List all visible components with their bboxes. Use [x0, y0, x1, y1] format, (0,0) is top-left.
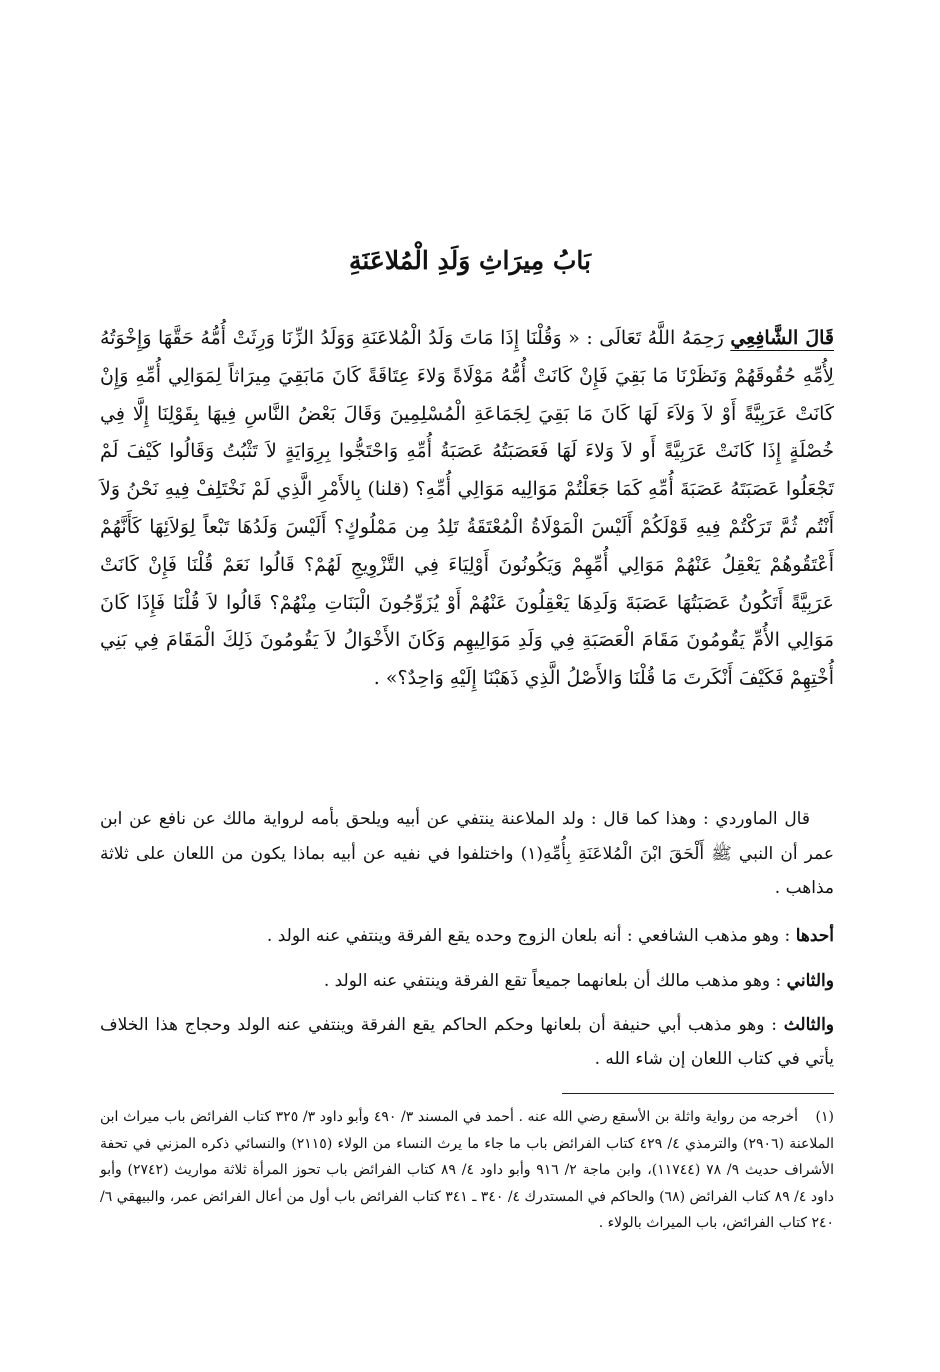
- second-opinion-text: : وهو مذهب مالك أن بلعانهما جميعاً تقع الفرقة وينتفي عنه الولد .: [323, 971, 787, 991]
- commentary-intro: [100, 802, 834, 906]
- footnote-marker: (١): [815, 1109, 835, 1125]
- third-opinion-label: والثالث: [783, 1015, 834, 1035]
- third-opinion: [100, 1008, 834, 1076]
- first-opinion-text: : وهو مذهب الشافعي : أنه بلعان الزوج وحده يقع الفرقة وينتفي عنه الولد .: [266, 926, 796, 946]
- footnote: [100, 1104, 834, 1237]
- first-opinion-label: أحدها: [795, 926, 834, 946]
- quote-speaker: قَالَ الشَّافِعِي: [730, 327, 834, 349]
- shafii-quote: [100, 320, 834, 698]
- footnote-divider: [562, 1093, 834, 1094]
- third-opinion-text: : وهو مذهب أبي حنيفة أن بلعانها وحكم الحاكم يقع الفرقة وينتفي عنه الولد وحجاج هذا الخلاف يأتي في كتاب اللعان إن شاء الله .: [100, 1015, 834, 1069]
- second-opinion: [100, 963, 834, 999]
- footnote-text: أخرجه من رواية واثلة بن الأسقع رضي الله عنه . أحمد في المسند ٣/ ٤٩٠ وأبو داود ٣/ ٣٢٥ كتاب الفرائض باب ميراث ابن الملاعنة (٢٩٠٦) والترمذي ٤/ ٤٢٩ كتاب الفرائض باب ما جاء ما يرث النساء من الولاء (٢١١٥) والنسائي ذكره المزني في تحفة الأشراف حديث ٩/ ٧٨ (١١٧٤٤)، وابن ماجة ٢/ ٩١٦ وأبو داود ٤/ ٨٩ كتاب الفرائض باب تحوز المرأة ثلاثة مواريث (٢٧٤٢) وأبو داود ٤/ ٨٩ كتاب الفرائض (٦٨) والحاكم في المستدرك ٤/ ٣٤٠ ـ ٣٤١ كتاب الفرائض باب أول من أعال الفرائض عمر، والبيهقي ٦/ ٢٤٠ كتاب الفرائض، باب الميراث بالولاء .: [100, 1109, 835, 1232]
- second-opinion-label: والثاني: [786, 971, 834, 991]
- quote-text: رَحِمَهُ اللَّهُ تَعَالَى : « وَقُلْنَا إِذَا مَاتَ وَلَدُ الْمُلاعَنَةِ وَوَلَدُ الزِّنَا وَرِثَتْ أُمُّهُ حَقَّهَا وَإِخْوَتُهُ لِأُمِّهِ حُقُوقَهُمْ وَنَظَرْنَا مَا بَقِيَ فَإِنْ كَانَتْ أُمُّهُ مَوْلَاةً وَلاءَ عِتَاقَةً كَانَ مَابَقِيَ مِيرَاثاً لِمَوَالِي أُمِّهِ وَإِنْ كَانَتْ عَرَبِيَّةً أَوْ لاَ وَلاَءَ لَهَا كَانَ مَا بَقِيَ لِجَمَاعَةِ الْمُسْلِمِينَ وَقَالَ بَعْضُ النَّاسِ فِيهَا بِقَوْلِنَا إِلَّا فِي خُصْلَةٍ إِذَا كَانَتْ عَرَبِيَّةً أَو لاَ وَلاءَ لَهَا فَعَصَبَتُهُ عَصَبَةُ أُمِّهِ وَاحْتَجُّوا بِرِوَايَةٍ لاَ تَثْبُتُ وَقَالُوا كَيْفَ لَمْ تَجْعَلُوا عَصَبَتَهُ عَصَبَةَ أُمِّهِ كَمَا جَعَلْتُمْ مَوَالِيه مَوَالِي أُمِّهِ؟ (قلنا) بِالأَمْرِ الَّذِي لَمْ نَخْتَلِفْ فِيهِ نَحْنُ وَلاَ أَنْتُم ثُمَّ تَرَكْتُمْ فِيهِ قَوْلَكُمْ أَلَيْسَ الْمَوْلَاةُ الْمُعْتَقَةُ تَلِدُ مِن مَمْلُوكٍ؟ أَلَيْسَ وَلَدُهَا تَبْعاً لِوَلاَئِهَا كَأَنَّهُمْ أَعْتَقُوهُمْ يَعْقِلُ عَنْهُمْ مَوَالِي أُمِّهِمْ وَيَكُونُونَ أَوْلِيَاءَ فِي التَّزْوِيجِ لَهُمْ؟ قَالُوا نَعَمْ قُلْنَا فَإِنْ كَانَتْ عَرَبِيَّةً أَتَكُونُ عَصَبَتُهَا عَصَبَةَ وَلَدِهَا يَعْقِلُونَ عَنْهُمْ أَوْ يُزَوِّجُونَ الْبَنَاتِ مِنْهُمْ؟ قَالُوا لاَ قُلْنَا فَإِذَا كَانَ مَوَالِي الأُمِّ يَقُومُونَ مَقَامَ الْعَصَبَةِ فِي وَلَدِ مَوَالِيهِم وَكَانَ الأَخْوَالُ لاَ يَقُومُونَ ذَلِكَ الْمَقَامَ فِي بَنِي أُخْتِهِمْ فَكَيْفَ أَنْكَرتَ مَا قُلْنَا وَالأَصْلُ الَّذِي ذَهَبْنَا إِلَيْهِ وَاحِدٌ؟» .: [100, 327, 834, 690]
- chapter-title: بَابُ مِيرَاثِ وَلَدِ الْمُلاعَنَةِ: [348, 246, 592, 275]
- commentary-intro-text: قال الماوردي : وهذا كما قال : ولد الملاعنة ينتفي عن أبيه ويلحق بأمه لرواية مالك عن نافع عن ابن عمر أن النبي ﷺ أَلْحَقَ ابْنَ الْمُلاعَنَةِ بِأُمِّهِ(١) واختلفوا في نفيه عن أبيه بماذا يكون من اللعان على ثلاثة مذاهب .: [100, 809, 834, 899]
- first-opinion: [100, 918, 834, 954]
